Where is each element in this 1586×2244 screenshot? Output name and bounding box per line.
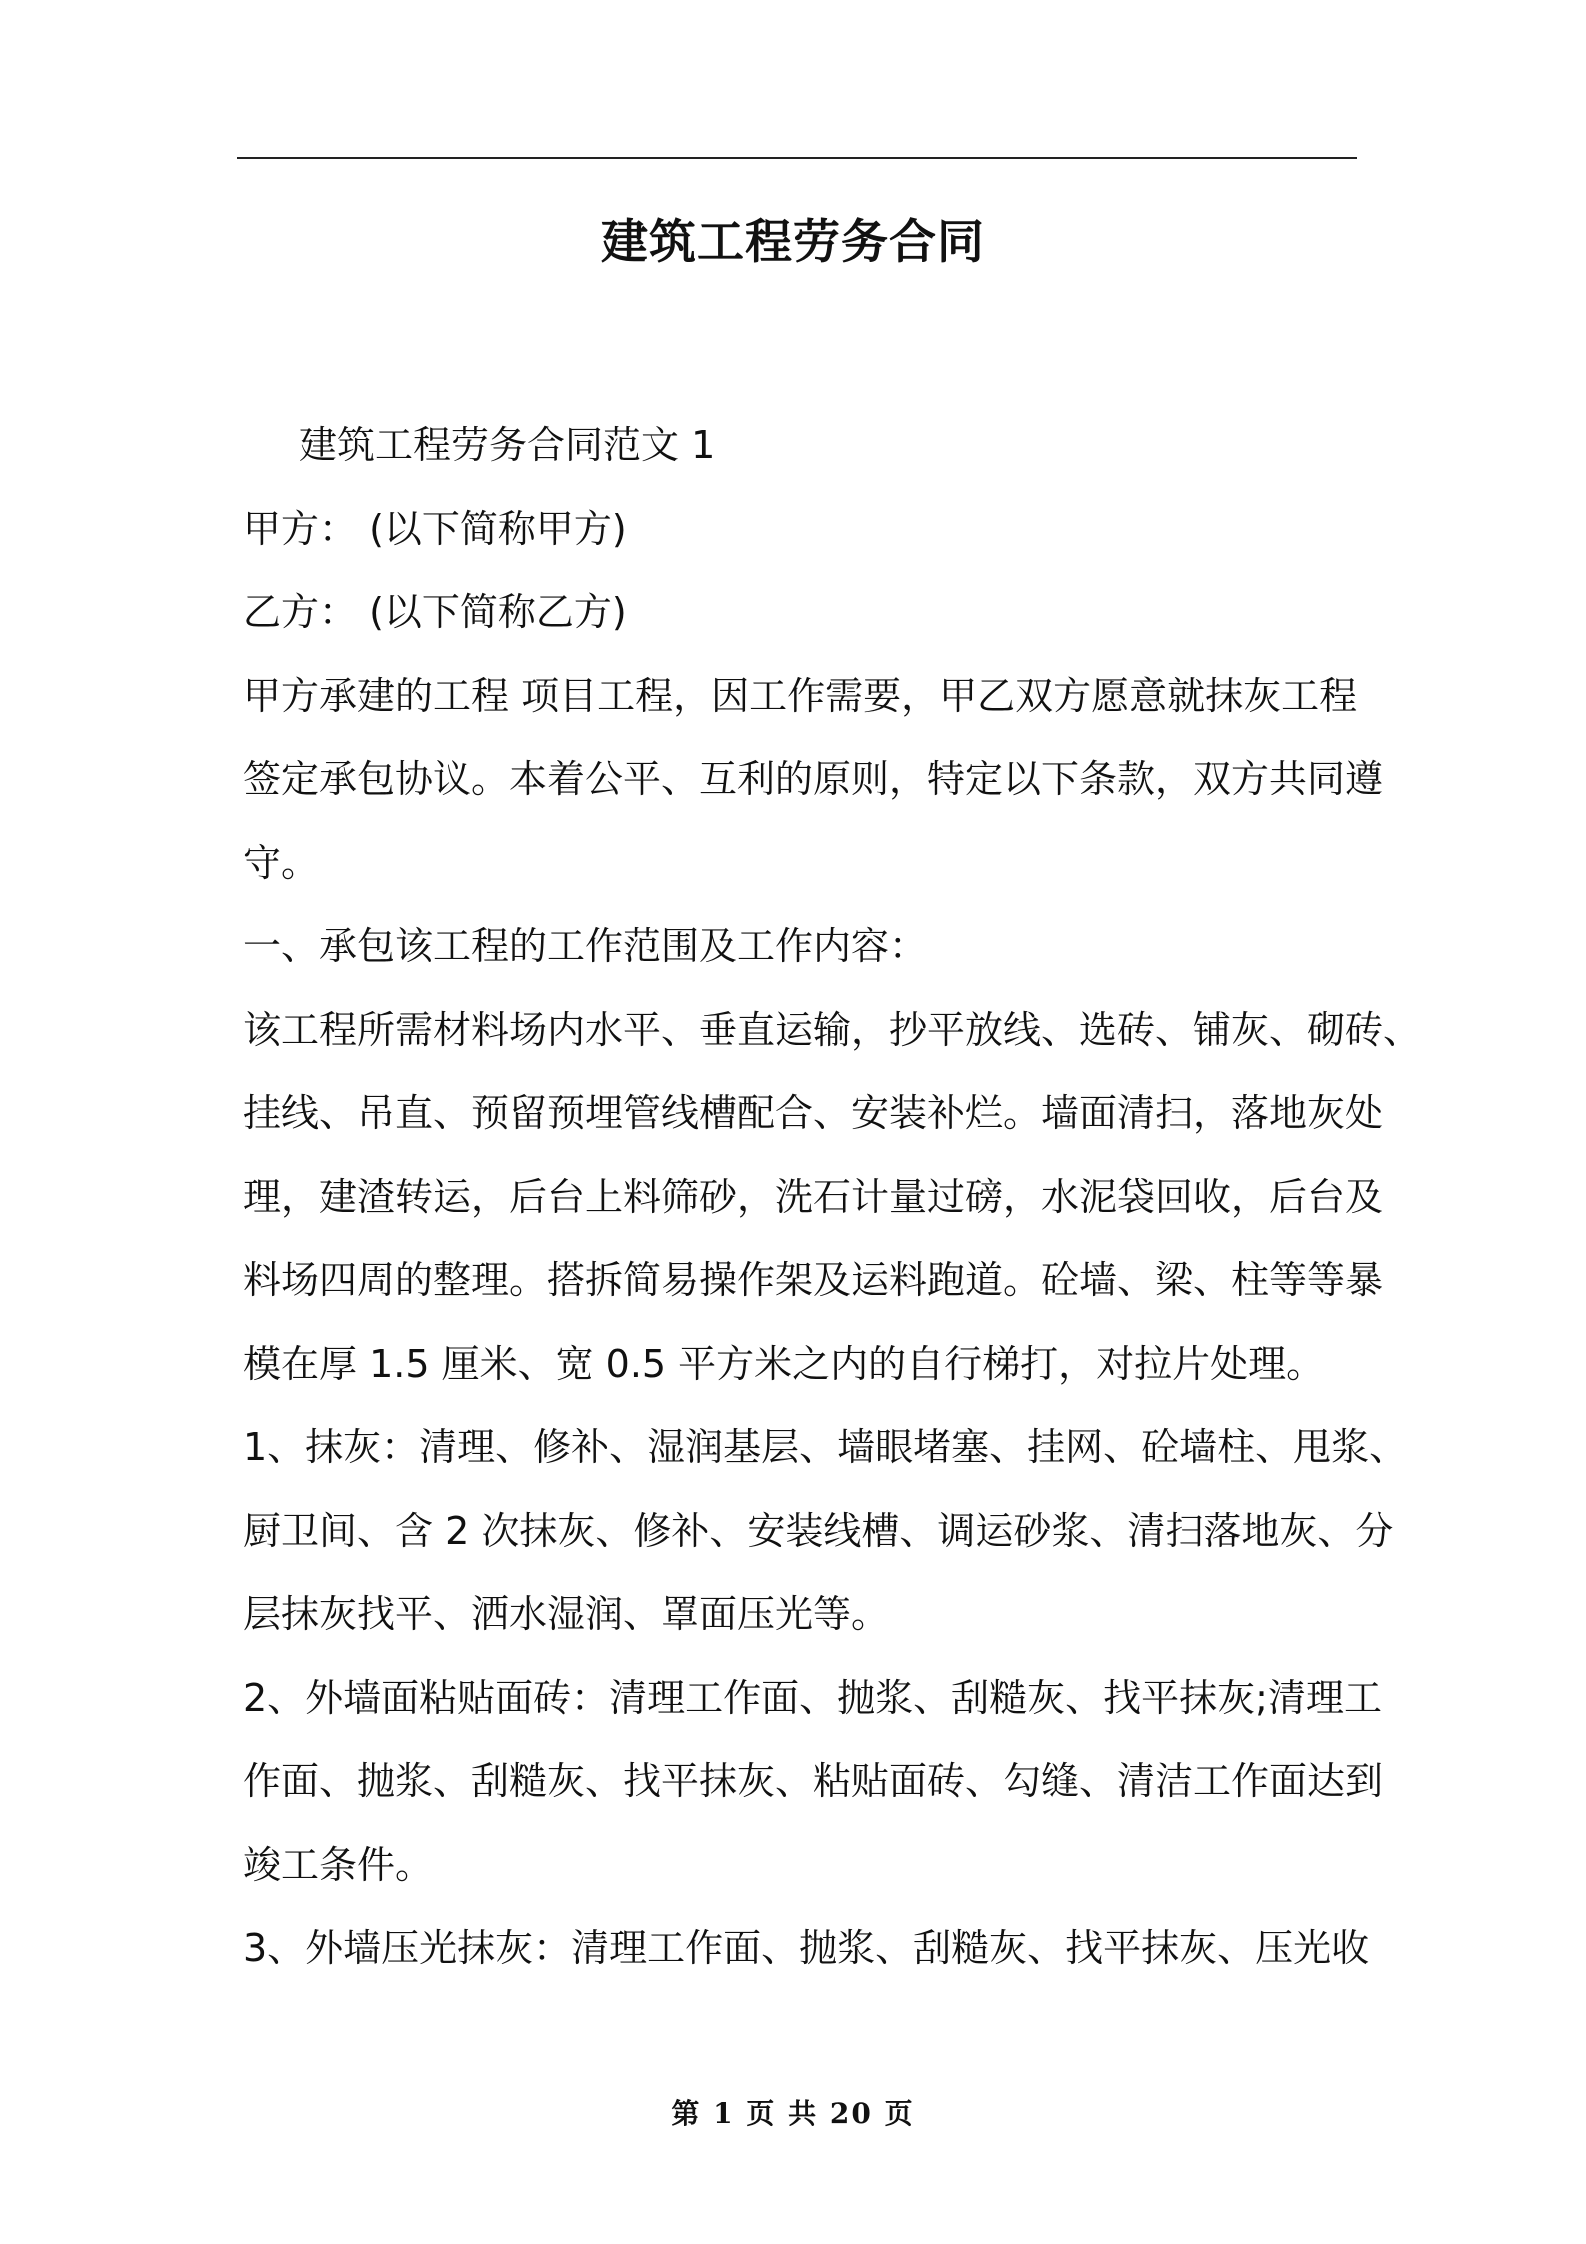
body-line: 料场四周的整理。搭拆简易操作架及运料跑道。砼墙、梁、柱等等暴 — [243, 1258, 1384, 1302]
party-b-line: 乙方： (以下简称乙方) — [243, 590, 627, 634]
subtitle-line: 建筑工程劳务合同范文 1 — [299, 423, 716, 467]
body-line: 该工程所需材料场内水平、垂直运输，抄平放线、选砖、铺灰、砌砖、 — [243, 1007, 1422, 1052]
body-line: 理，建渣转运，后台上料筛砂，洗石计量过磅，水泥袋回收，后台及 — [243, 1174, 1384, 1219]
party-a-line: 甲方： (以下简称甲方) — [243, 506, 627, 551]
page-number-footer: 第 1 页 共 20 页 — [671, 2097, 915, 2130]
body-line: 挂线、吊直、预留预埋管线槽配合、安装补烂。墙面清扫，落地灰处 — [243, 1091, 1384, 1135]
clause-3-line: 3、外墙压光抹灰：清理工作面、抛浆、刮糙灰、找平抹灰、压光收 — [243, 1926, 1370, 1970]
body-line: 竣工条件。 — [243, 1842, 434, 1887]
clause-1-line: 1、抹灰：清理、修补、湿润基层、墙眼堵塞、挂网、砼墙柱、甩浆、 — [243, 1425, 1408, 1469]
body-line: 层抹灰找平、洒水湿润、罩面压光等。 — [243, 1592, 890, 1636]
document-title: 建筑工程劳务合同 — [601, 215, 985, 270]
clause-2-line: 2、外墙面粘贴面砖：清理工作面、抛浆、刮糙灰、找平抹灰;清理工 — [243, 1675, 1382, 1720]
body-line: 签定承包协议。本着公平、互利的原则，特定以下条款，双方共同遵 — [243, 757, 1384, 801]
header-rule — [237, 157, 1357, 159]
body-line: 厨卫间、含 2 次抹灰、修补、安装线槽、调运砂浆、清扫落地灰、分 — [243, 1508, 1394, 1553]
document-body — [243, 404, 1422, 1991]
section-heading: 一、承包该工程的工作范围及工作内容： — [243, 924, 928, 968]
body-line: 模在厚 1.5 厘米、宽 0.5 平方米之内的自行梯打，对拉片处理。 — [243, 1341, 1325, 1386]
body-line: 甲方承建的工程 项目工程，因工作需要，甲乙双方愿意就抹灰工程 — [243, 673, 1358, 718]
body-line: 作面、抛浆、刮糙灰、找平抹灰、粘贴面砖、勾缝、清洁工作面达到 — [243, 1759, 1384, 1803]
body-line: 守。 — [243, 840, 320, 885]
